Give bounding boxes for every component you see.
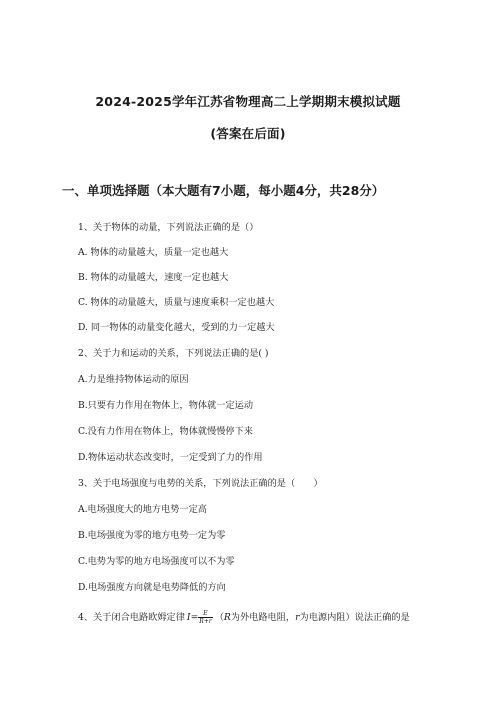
question-1-stem: 1、关于物体的动量，下列说法正确的是（）	[78, 222, 259, 233]
question-4-var-r-ext: R	[223, 612, 231, 623]
question-4-var-r-int: r	[295, 612, 300, 623]
question-2-option-c: C.没有力作用在物体上，物体就慢慢停下来	[78, 426, 253, 437]
question-3-option-b: B.电场强度为零的地方电势一定为零	[78, 530, 226, 541]
question-4-text-r-ext: 为外电路电阻，	[230, 612, 296, 623]
question-3-option-d: D.电场强度方向就是电势降低的方向	[78, 582, 226, 593]
question-1-option-c: C. 物体的动量越大，质量与速度乘积一定也越大	[78, 297, 275, 308]
formula-denominator: R+r	[199, 618, 212, 625]
formula-fraction	[198, 610, 212, 625]
question-2-stem: 2、关于力和运动的关系，下列说法正确的是( )	[78, 348, 269, 359]
formula-equals: =	[190, 612, 199, 623]
question-3-stem: 3、关于电场强度与电势的关系，下列说法正确的是（ ）	[78, 478, 323, 489]
question-1-option-a: A. 物体的动量越大，质量一定也越大	[78, 247, 229, 258]
question-4-stem-prefix: 4、关于闭合电路欧姆定律	[78, 612, 185, 623]
question-2-option-d: D.物体运动状态改变时，一定受到了力的作用	[78, 452, 263, 463]
ohm-law-formula	[187, 610, 213, 625]
formula-lhs: I	[186, 612, 191, 623]
question-2-option-b: B.只要有力作用在物体上，物体就一定运动	[78, 400, 254, 411]
question-4-paren-open: （	[214, 612, 224, 623]
document-title: 2024-2025学年江苏省物理高二上学期期末模拟试题	[95, 94, 401, 109]
question-1-option-b: B. 物体的动量越大，速度一定也越大	[78, 272, 229, 283]
document-subtitle: (答案在后面)	[210, 126, 286, 141]
question-4-stem	[78, 610, 410, 625]
question-3-option-a: A.电场强度大的地方电势一定高	[78, 504, 207, 515]
formula-numerator: E	[198, 610, 212, 618]
question-1-option-d: D. 同一物体的动量变化越大，受到的力一定越大	[78, 322, 275, 333]
question-4-text-r-int: 为电源内阻）说法正确的是	[299, 612, 410, 623]
question-3-option-c: C.电势为零的地方电场强度可以不为零	[78, 556, 235, 567]
question-2-option-a: A.力是维持物体运动的原因	[78, 374, 189, 385]
section-heading: 一、单项选择题（本大题有7小题，每小题4分，共28分）	[62, 183, 385, 198]
